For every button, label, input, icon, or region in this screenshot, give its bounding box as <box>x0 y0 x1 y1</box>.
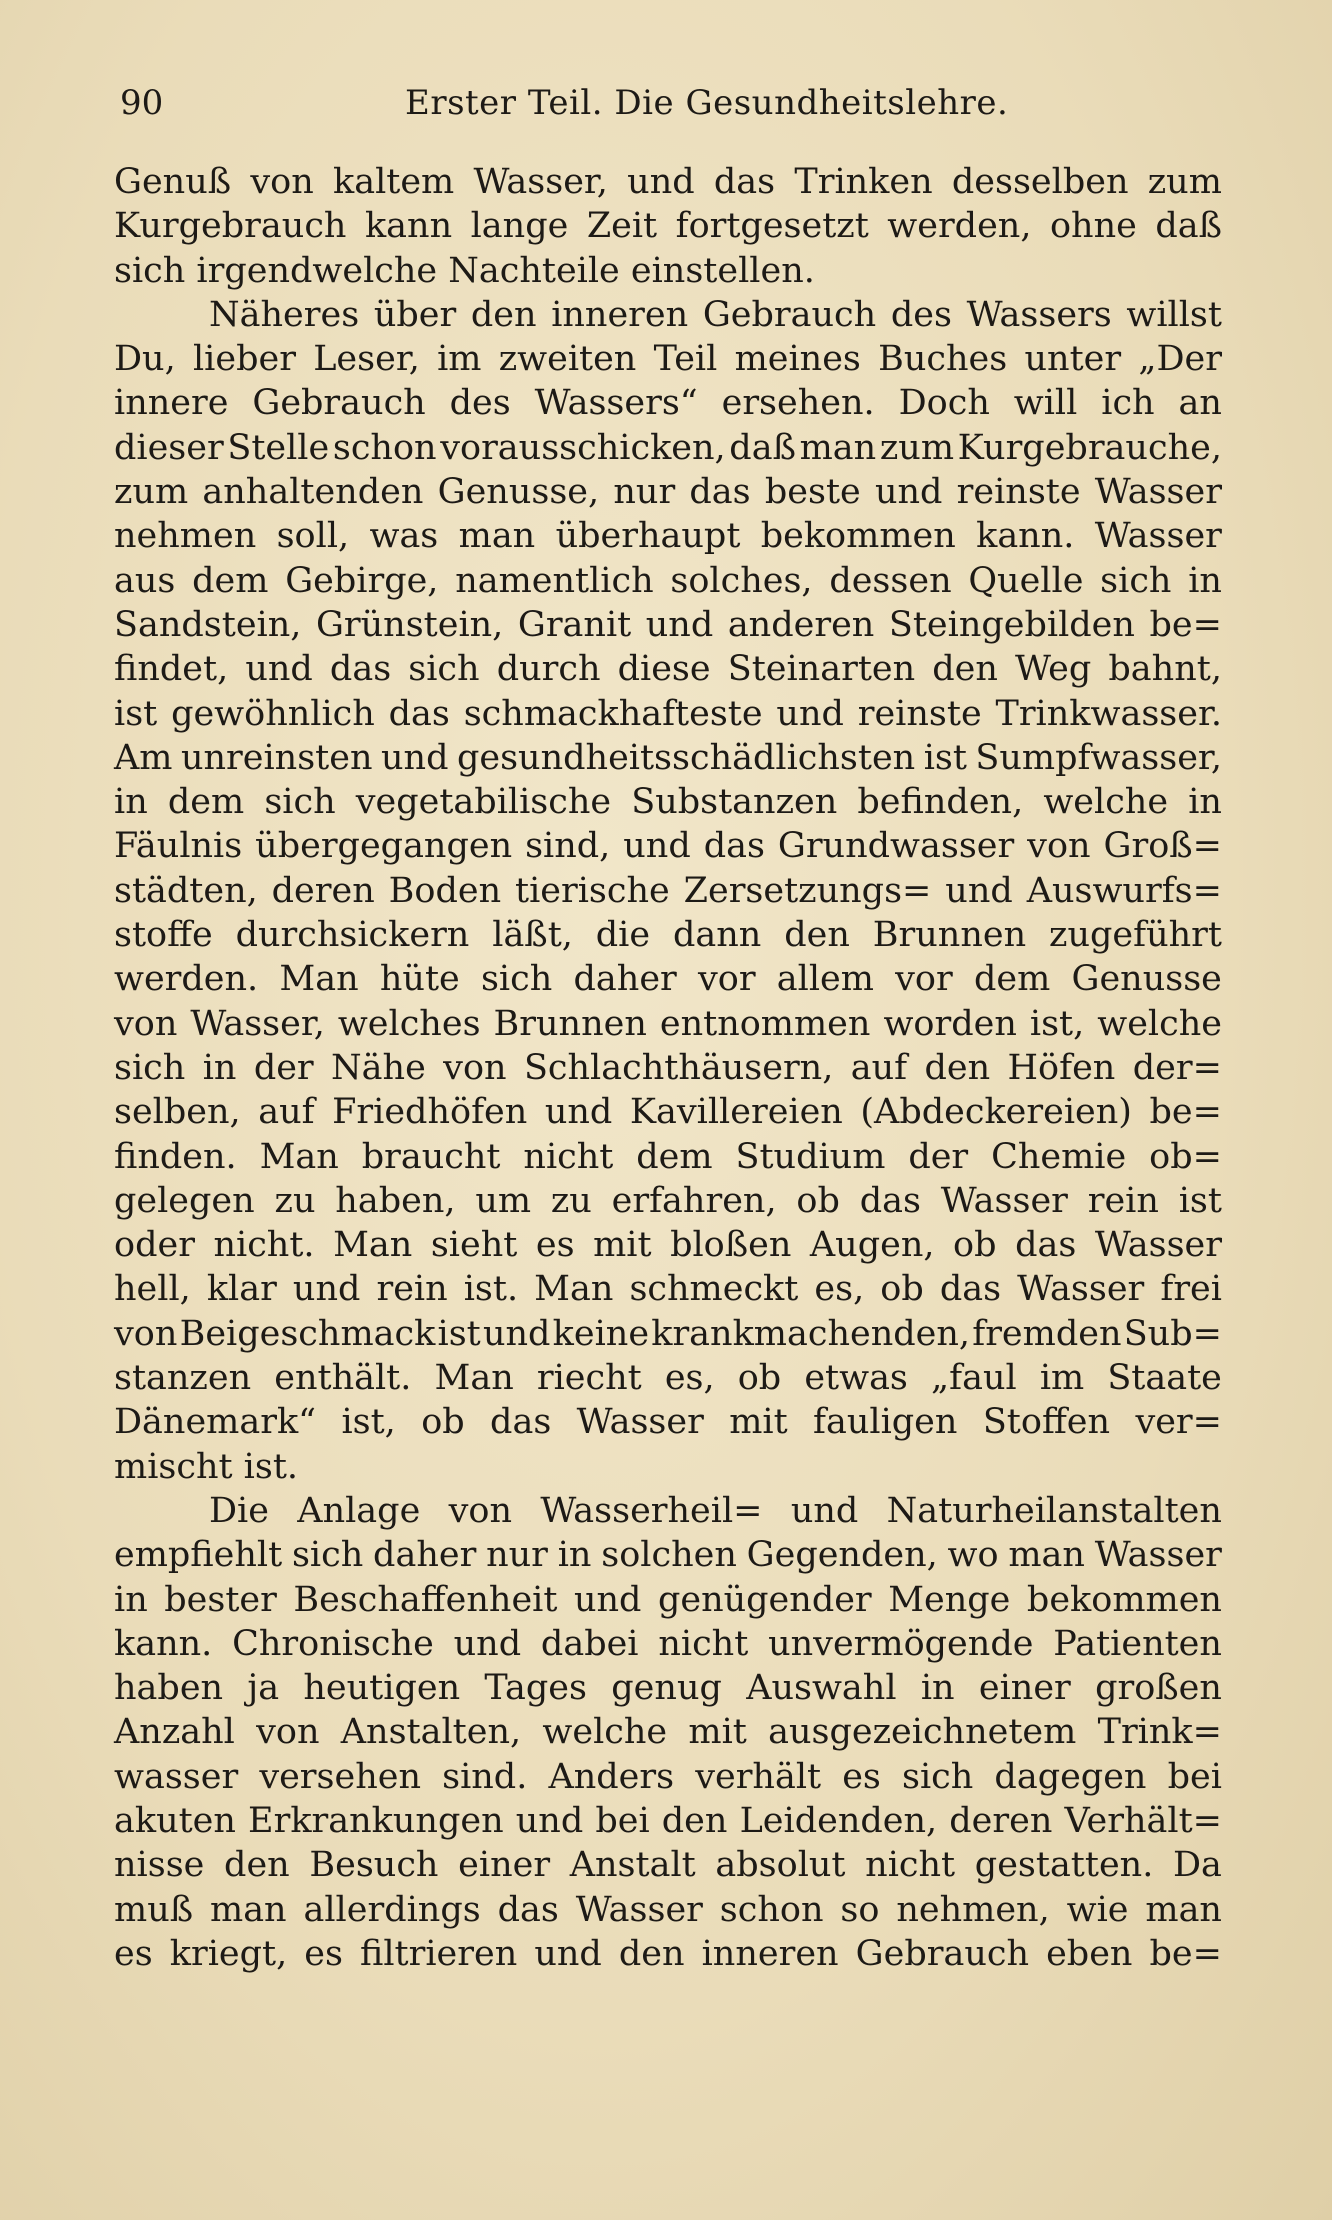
text-line: zum anhaltenden Genusse, nur das beste und reinste Wasser <box>114 472 1222 513</box>
text-line: kann. Chronische und dabei nicht unvermögende Patienten <box>114 1623 1222 1664</box>
text-line: Die Anlage von Wasserheil= und Naturheilanstalten <box>209 1490 1222 1531</box>
body-text <box>114 160 1222 1976</box>
text-line: ist gewöhnlich das schmackhafteste und reinste Trinkwasser. <box>114 693 1222 734</box>
text-line: nehmen soll, was man überhaupt bekommen kann. Wasser <box>114 516 1222 557</box>
page-number: 90 <box>120 83 164 123</box>
text-line: Am unreinsten und gesundheitsschädlichsten ist Sumpfwasser, <box>114 737 1222 778</box>
text-line: es kriegt, es filtrieren und den inneren Gebrauch eben be= <box>114 1933 1222 1974</box>
text-line: Anzahl von Anstalten, welche mit ausgezeichnetem Trink= <box>114 1712 1222 1753</box>
text-line: Du, lieber Leser, im zweiten Teil meines Buches unter „Der <box>114 339 1222 380</box>
text-line: hell, klar und rein ist. Man schmeckt es, ob das Wasser frei <box>114 1269 1222 1310</box>
text-line: sich irgendwelche Nachteile einstellen. <box>114 250 815 291</box>
text-line: Kurgebrauch kann lange Zeit fortgesetzt werden, ohne daß <box>114 206 1222 247</box>
text-line: aus dem Gebirge, namentlich solches, dessen Quelle sich in <box>114 560 1222 601</box>
text-line: mischt ist. <box>114 1446 299 1487</box>
text-line: in dem sich vegetabilische Substanzen befinden, welche in <box>114 782 1222 823</box>
text-line: werden. Man hüte sich daher vor allem vor dem Genusse <box>114 959 1222 1000</box>
text-line: akuten Erkrankungen und bei den Leidenden, deren Verhält= <box>114 1800 1222 1841</box>
text-line: findet, und das sich durch diese Steinarten den Weg bahnt, <box>114 649 1222 690</box>
text-line: Fäulnis übergegangen sind, und das Grundwasser von Groß= <box>114 826 1222 867</box>
text-line: nisse den Besuch einer Anstalt absolut nicht gestatten. Da <box>114 1845 1222 1886</box>
text-line: haben ja heutigen Tages genug Auswahl in einer großen <box>114 1668 1222 1709</box>
text-line: Näheres über den inneren Gebrauch des Wassers willst <box>209 294 1222 335</box>
text-line: muß man allerdings das Wasser schon so nehmen, wie man <box>114 1889 1222 1930</box>
text-line: oder nicht. Man sieht es mit bloßen Augen, ob das Wasser <box>114 1225 1222 1266</box>
text-line: wasser versehen sind. Anders verhält es sich dagegen bei <box>114 1756 1222 1797</box>
text-line: Genuß von kaltem Wasser, und das Trinken desselben zum <box>114 162 1222 202</box>
page-header <box>120 78 1220 128</box>
text-line: empfiehlt sich daher nur in solchen Gegenden, wo man Wasser <box>114 1535 1222 1576</box>
text-line: von Beigeschmack ist und keine krankmachenden, fremden Sub= <box>114 1313 1222 1354</box>
running-head: Erster Teil. Die Gesundheitslehre. <box>405 83 1009 123</box>
text-line: in bester Beschaffenheit und genügender Menge bekommen <box>114 1579 1222 1620</box>
text-line: stoffe durchsickern läßt, die dann den Brunnen zugeführt <box>114 915 1222 956</box>
text-line: städten, deren Boden tierische Zersetzungs= und Auswurfs= <box>114 870 1222 911</box>
text-line: dieser Stelle schon vorausschicken, daß man zum Kurgebrauche, <box>114 427 1222 468</box>
text-line: Sandstein, Grünstein, Granit und anderen Steingebilden be= <box>114 604 1222 645</box>
text-line: selben, auf Friedhöfen und Kavillereien (Abdeckereien) be= <box>114 1092 1222 1133</box>
text-line: Dänemark“ ist, ob das Wasser mit fauligen Stoffen ver= <box>114 1402 1222 1443</box>
text-line: gelegen zu haben, um zu erfahren, ob das Wasser rein ist <box>114 1180 1222 1221</box>
text-line: finden. Man braucht nicht dem Studium der Chemie ob= <box>114 1136 1222 1177</box>
text-line: innere Gebrauch des Wassers“ ersehen. Doch will ich an <box>114 383 1222 424</box>
text-line: von Wasser, welches Brunnen entnommen worden ist, welche <box>114 1003 1222 1044</box>
text-line: sich in der Nähe von Schlachthäusern, auf den Höfen der= <box>114 1047 1222 1088</box>
text-line: stanzen enthält. Man riecht es, ob etwas „faul im Staate <box>114 1358 1222 1399</box>
